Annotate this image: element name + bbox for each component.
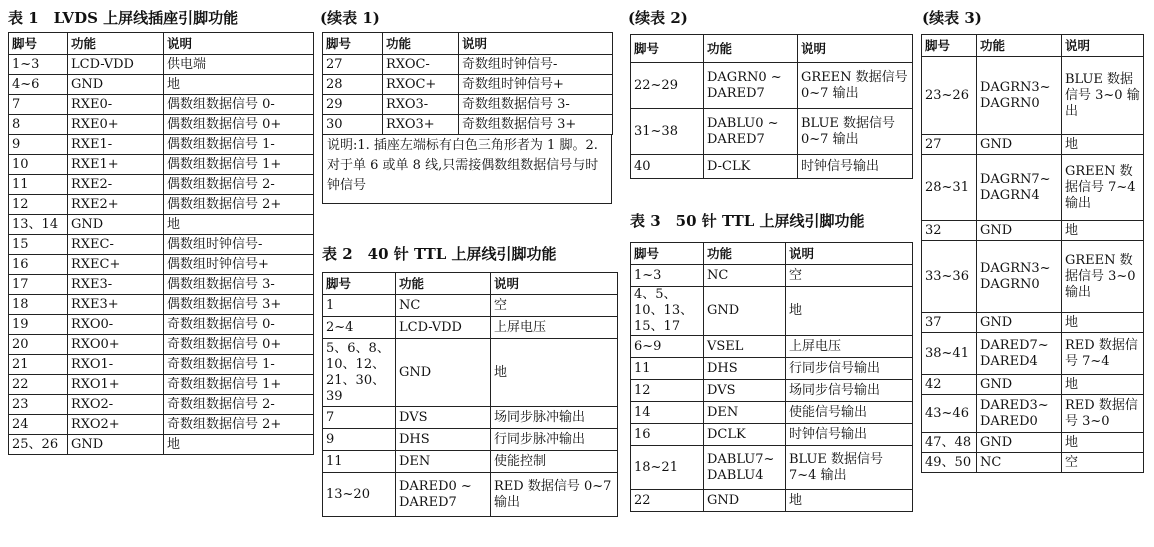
table2-cont-header-desc: 说明	[798, 35, 913, 63]
cell-func: DARED0 ~ DARED7	[396, 473, 491, 517]
table-row	[922, 155, 1144, 221]
cell-desc: 时钟信号输出	[798, 155, 913, 179]
table-row	[9, 195, 314, 215]
cell-func: RXE3-	[68, 275, 164, 295]
table-row	[9, 95, 314, 115]
cell-pin: 43~46	[922, 395, 977, 433]
cell-func: RXEC-	[68, 235, 164, 255]
cell-pin: 17	[9, 275, 68, 295]
cell-desc: GREEN 数据信号 3~0 输出	[1062, 241, 1144, 313]
cell-func: RXE3+	[68, 295, 164, 315]
cell-desc: 上屏电压	[786, 336, 913, 358]
cell-pin: 5、6、8、10、12、21、30、39	[323, 339, 396, 407]
cell-pin: 13~20	[323, 473, 396, 517]
table-row	[631, 402, 913, 424]
cell-func: GND	[68, 75, 164, 95]
cell-pin: 40	[631, 155, 704, 179]
table-row	[922, 375, 1144, 395]
table-row	[922, 221, 1144, 241]
cell-func: DHS	[704, 358, 786, 380]
cell-pin: 27	[922, 135, 977, 155]
table-row	[323, 95, 613, 115]
table3-cont-header-pin: 脚号	[922, 35, 977, 57]
table-row	[631, 109, 913, 155]
cell-pin: 1~3	[9, 55, 68, 75]
cell-desc: 地	[491, 339, 618, 407]
table-row	[922, 395, 1144, 433]
table1	[8, 32, 314, 455]
cell-pin: 16	[9, 255, 68, 275]
cell-func: GND	[977, 135, 1062, 155]
cell-desc: 偶数组数据信号 2+	[164, 195, 314, 215]
cell-pin: 7	[323, 407, 396, 429]
cell-func: RXE0+	[68, 115, 164, 135]
cell-func: GND	[68, 215, 164, 235]
table2-cont-block	[630, 34, 913, 179]
table-row	[323, 407, 618, 429]
table2	[322, 272, 618, 517]
table-row	[323, 115, 613, 135]
cell-pin: 19	[9, 315, 68, 335]
cell-desc: 偶数组数据信号 0-	[164, 95, 314, 115]
table-row	[922, 313, 1144, 333]
table-row	[631, 265, 913, 287]
table-row	[9, 275, 314, 295]
cell-desc: 奇数组数据信号 0-	[164, 315, 314, 335]
table3-cont-header-desc: 说明	[1062, 35, 1144, 57]
cell-desc: 空	[1062, 453, 1144, 473]
cell-func: VSEL	[704, 336, 786, 358]
cell-pin: 6~9	[631, 336, 704, 358]
table1-cont-block	[322, 32, 613, 204]
cell-func: RXO0-	[68, 315, 164, 335]
cell-pin: 18~21	[631, 446, 704, 490]
cell-desc: RED 数据信号 0~7 输出	[491, 473, 618, 517]
cell-pin: 21	[9, 355, 68, 375]
cell-pin: 33~36	[922, 241, 977, 313]
cell-pin: 10	[9, 155, 68, 175]
cell-desc: 供电端	[164, 55, 314, 75]
cell-func: RXE1-	[68, 135, 164, 155]
cell-desc: 使能信号输出	[786, 402, 913, 424]
cell-desc: 偶数组数据信号 3+	[164, 295, 314, 315]
cell-desc: 上屏电压	[491, 317, 618, 339]
cell-pin: 9	[323, 429, 396, 451]
table3-title: 表 3 50 针 TTL 上屏线引脚功能	[630, 212, 865, 230]
table-row	[9, 255, 314, 275]
cell-desc: 奇数组数据信号 0+	[164, 335, 314, 355]
table-row	[9, 375, 314, 395]
cell-pin: 20	[9, 335, 68, 355]
cell-desc: GREEN 数据信号 7~4 输出	[1062, 155, 1144, 221]
cell-desc: 地	[1062, 313, 1144, 333]
cell-func: GND	[396, 339, 491, 407]
cell-func: DHS	[396, 429, 491, 451]
cell-desc: 空	[786, 265, 913, 287]
table-row	[631, 490, 913, 512]
table-row	[922, 135, 1144, 155]
table-row	[323, 55, 613, 75]
cell-func: DAGRN7~ DAGRN4	[977, 155, 1062, 221]
cell-desc: BLUE 数据信号 0~7 输出	[798, 109, 913, 155]
cell-pin: 11	[9, 175, 68, 195]
table-row	[9, 155, 314, 175]
cell-func: RXO2-	[68, 395, 164, 415]
table2-cont-header-pin: 脚号	[631, 35, 704, 63]
table3-header-pin: 脚号	[631, 243, 704, 265]
table1-header-func: 功能	[68, 33, 164, 55]
cell-desc: BLUE 数据信号 7~4 输出	[786, 446, 913, 490]
cell-func: GND	[977, 313, 1062, 333]
cell-func: LCD-VDD	[396, 317, 491, 339]
cell-desc: BLUE 数据信号 3~0 输出	[1062, 57, 1144, 135]
table1-cont	[322, 32, 613, 135]
cell-desc: 地	[164, 75, 314, 95]
cell-desc: 地	[1062, 135, 1144, 155]
cell-pin: 23	[9, 395, 68, 415]
cell-desc: GREEN 数据信号 0~7 输出	[798, 63, 913, 109]
table-row	[922, 241, 1144, 313]
cell-pin: 4、5、10、13、15、17	[631, 287, 704, 336]
table2-cont-header-func: 功能	[704, 35, 798, 63]
cell-func: RXE2-	[68, 175, 164, 195]
table-row	[323, 339, 618, 407]
table1-cont-header-pin: 脚号	[323, 33, 383, 55]
cell-func: GND	[977, 433, 1062, 453]
cell-desc: 奇数组数据信号 2-	[164, 395, 314, 415]
table-row	[922, 453, 1144, 473]
cell-pin: 15	[9, 235, 68, 255]
cell-desc: 场同步信号输出	[786, 380, 913, 402]
cell-func: NC	[977, 453, 1062, 473]
table1-block	[8, 32, 314, 455]
table2-block	[322, 272, 618, 517]
cell-func: RXO2+	[68, 415, 164, 435]
cell-desc: 奇数组时钟信号+	[459, 75, 613, 95]
cell-desc: 偶数组数据信号 0+	[164, 115, 314, 135]
cell-pin: 16	[631, 424, 704, 446]
cell-desc: 偶数组数据信号 3-	[164, 275, 314, 295]
cell-func: DARED7~ DARED4	[977, 333, 1062, 375]
cell-desc: 偶数组时钟信号-	[164, 235, 314, 255]
cell-func: RXE0-	[68, 95, 164, 115]
table2-header-func: 功能	[396, 273, 491, 295]
table-row	[631, 63, 913, 109]
table3-cont-block	[921, 34, 1144, 473]
cell-func: RXO1-	[68, 355, 164, 375]
cell-func: RXO3-	[383, 95, 459, 115]
cell-func: DVS	[396, 407, 491, 429]
table2-cont	[630, 34, 913, 179]
table3-cont-title: (续表 3)	[922, 9, 982, 27]
table-row	[631, 424, 913, 446]
table-row	[9, 435, 314, 455]
table-row	[9, 415, 314, 435]
cell-desc: 行同步脉冲输出	[491, 429, 618, 451]
table-row	[323, 473, 618, 517]
cell-func: GND	[704, 490, 786, 512]
cell-desc: 奇数组数据信号 2+	[164, 415, 314, 435]
table1-note: 说明:1. 插座左端标有白色三角形者为 1 脚。2.对于单 6 或单 8 线,只需接偶数组数据信号与时钟信号	[322, 134, 612, 204]
cell-pin: 1	[323, 295, 396, 317]
cell-desc: 奇数组数据信号 1+	[164, 375, 314, 395]
cell-pin: 32	[922, 221, 977, 241]
table-row	[9, 115, 314, 135]
cell-desc: 偶数组数据信号 2-	[164, 175, 314, 195]
table3	[630, 242, 913, 512]
cell-desc: 奇数组时钟信号-	[459, 55, 613, 75]
table-row	[631, 287, 913, 336]
table-row	[922, 57, 1144, 135]
table-row	[9, 75, 314, 95]
cell-func: DABLU7~ DABLU4	[704, 446, 786, 490]
cell-func: LCD-VDD	[68, 55, 164, 75]
cell-func: NC	[704, 265, 786, 287]
table2-header-pin: 脚号	[323, 273, 396, 295]
table-row	[9, 315, 314, 335]
table-row	[631, 336, 913, 358]
cell-pin: 42	[922, 375, 977, 395]
cell-pin: 38~41	[922, 333, 977, 375]
cell-pin: 8	[9, 115, 68, 135]
cell-desc: 奇数组数据信号 3+	[459, 115, 613, 135]
table-row	[323, 451, 618, 473]
cell-pin: 11	[631, 358, 704, 380]
cell-pin: 49、50	[922, 453, 977, 473]
table1-cont-header-desc: 说明	[459, 33, 613, 55]
cell-func: DEN	[396, 451, 491, 473]
cell-desc: 地	[1062, 433, 1144, 453]
cell-desc: 行同步信号输出	[786, 358, 913, 380]
table1-header-pin: 脚号	[9, 33, 68, 55]
table-row	[631, 358, 913, 380]
table-row	[922, 333, 1144, 375]
table-row	[922, 433, 1144, 453]
cell-pin: 4~6	[9, 75, 68, 95]
cell-desc: 奇数组数据信号 3-	[459, 95, 613, 115]
cell-func: RXOC-	[383, 55, 459, 75]
cell-pin: 25、26	[9, 435, 68, 455]
cell-func: RXO0+	[68, 335, 164, 355]
cell-desc: 地	[1062, 221, 1144, 241]
cell-func: DAGRN3~ DAGRN0	[977, 57, 1062, 135]
table3-header-desc: 说明	[786, 243, 913, 265]
cell-pin: 27	[323, 55, 383, 75]
cell-pin: 31~38	[631, 109, 704, 155]
table-row	[9, 215, 314, 235]
cell-pin: 12	[9, 195, 68, 215]
table-row	[9, 135, 314, 155]
cell-pin: 1~3	[631, 265, 704, 287]
cell-desc: 地	[164, 215, 314, 235]
table-row	[323, 295, 618, 317]
cell-func: GND	[977, 375, 1062, 395]
cell-pin: 13、14	[9, 215, 68, 235]
cell-desc: RED 数据信号 3~0	[1062, 395, 1144, 433]
cell-desc: 时钟信号输出	[786, 424, 913, 446]
table2-cont-title: (续表 2)	[628, 9, 688, 27]
cell-desc: 地	[786, 490, 913, 512]
table3-cont-header-func: 功能	[977, 35, 1062, 57]
cell-func: GND	[977, 221, 1062, 241]
cell-func: DVS	[704, 380, 786, 402]
cell-pin: 7	[9, 95, 68, 115]
cell-func: RXOC+	[383, 75, 459, 95]
cell-func: DAGRN3~ DAGRN0	[977, 241, 1062, 313]
cell-func: DABLU0 ~ DARED7	[704, 109, 798, 155]
cell-desc: 偶数组数据信号 1-	[164, 135, 314, 155]
table1-cont-header-func: 功能	[383, 33, 459, 55]
cell-desc: 使能控制	[491, 451, 618, 473]
cell-desc: 偶数组数据信号 1+	[164, 155, 314, 175]
cell-desc: 地	[164, 435, 314, 455]
cell-pin: 14	[631, 402, 704, 424]
cell-pin: 11	[323, 451, 396, 473]
table2-header-desc: 说明	[491, 273, 618, 295]
cell-pin: 12	[631, 380, 704, 402]
table3-header-func: 功能	[704, 243, 786, 265]
cell-func: D-CLK	[704, 155, 798, 179]
cell-func: DEN	[704, 402, 786, 424]
cell-pin: 47、48	[922, 433, 977, 453]
cell-pin: 18	[9, 295, 68, 315]
table1-title: 表 1 LVDS 上屏线插座引脚功能	[8, 9, 239, 27]
cell-func: RXO1+	[68, 375, 164, 395]
cell-pin: 37	[922, 313, 977, 333]
cell-pin: 28	[323, 75, 383, 95]
cell-desc: 空	[491, 295, 618, 317]
table1-header-desc: 说明	[164, 33, 314, 55]
table-row	[9, 335, 314, 355]
cell-func: RXEC+	[68, 255, 164, 275]
cell-desc: 地	[1062, 375, 1144, 395]
table1-cont-title: (续表 1)	[320, 9, 380, 27]
table3-block	[630, 242, 913, 512]
cell-desc: RED 数据信号 7~4	[1062, 333, 1144, 375]
cell-desc: 奇数组数据信号 1-	[164, 355, 314, 375]
table-row	[631, 446, 913, 490]
cell-func: RXO3+	[383, 115, 459, 135]
cell-pin: 24	[9, 415, 68, 435]
cell-func: DARED3~ DARED0	[977, 395, 1062, 433]
cell-pin: 29	[323, 95, 383, 115]
table3-cont	[921, 34, 1144, 473]
table-row	[9, 175, 314, 195]
cell-pin: 2~4	[323, 317, 396, 339]
table-row	[323, 75, 613, 95]
cell-pin: 28~31	[922, 155, 977, 221]
table2-title: 表 2 40 针 TTL 上屏线引脚功能	[322, 245, 557, 263]
table-row	[9, 235, 314, 255]
cell-pin: 22	[631, 490, 704, 512]
cell-desc: 地	[786, 287, 913, 336]
table-row	[9, 355, 314, 375]
table-row	[323, 317, 618, 339]
cell-func: GND	[704, 287, 786, 336]
cell-func: NC	[396, 295, 491, 317]
cell-desc: 场同步脉冲输出	[491, 407, 618, 429]
cell-pin: 30	[323, 115, 383, 135]
cell-func: DAGRN0 ~ DARED7	[704, 63, 798, 109]
cell-pin: 22~29	[631, 63, 704, 109]
cell-func: GND	[68, 435, 164, 455]
table-row	[9, 395, 314, 415]
table-row	[9, 295, 314, 315]
cell-desc: 偶数组时钟信号+	[164, 255, 314, 275]
cell-pin: 22	[9, 375, 68, 395]
table-row	[9, 55, 314, 75]
cell-func: RXE2+	[68, 195, 164, 215]
table-row	[323, 429, 618, 451]
cell-func: DCLK	[704, 424, 786, 446]
cell-func: RXE1+	[68, 155, 164, 175]
cell-pin: 23~26	[922, 57, 977, 135]
table-row	[631, 155, 913, 179]
cell-pin: 9	[9, 135, 68, 155]
table-row	[631, 380, 913, 402]
